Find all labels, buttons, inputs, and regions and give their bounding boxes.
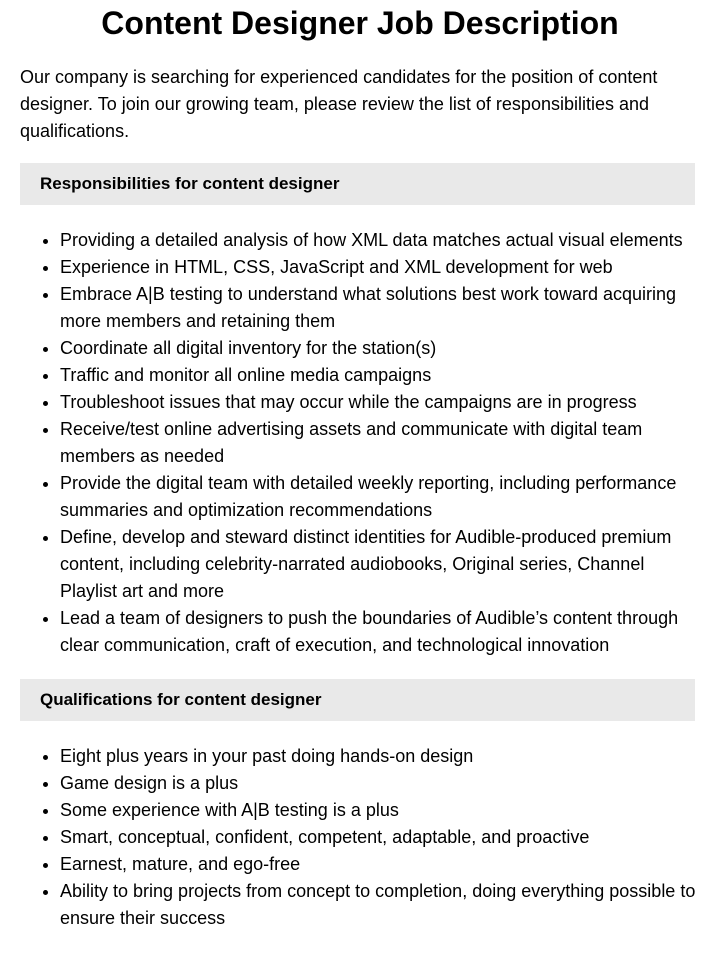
list-item: • Eight plus years in your past doing hands-on design [60, 743, 700, 770]
qualifications-heading: Qualifications for content designer [20, 679, 695, 721]
page-title: Content Designer Job Description [101, 5, 619, 41]
intro-text: Our company is searching for experienced candidates for the position of content designer. To join our growing team, please review the list of responsibilities and qualifications. [20, 67, 658, 141]
list-item: • Game design is a plus [60, 770, 700, 797]
list-item: • Some experience with A|B testing is a plus [60, 797, 700, 824]
list-item: • Provide the digital team with detailed weekly reporting, including performance summaries and optimization recommendations [60, 470, 700, 524]
responsibilities-list [20, 227, 700, 659]
list-item: • Troubleshoot issues that may occur while the campaigns are in progress [60, 389, 700, 416]
list-item: • Providing a detailed analysis of how XML data matches actual visual elements [60, 227, 700, 254]
list-item: • Define, develop and steward distinct identities for Audible-produced premium content, including celebrity-narrated audiobooks, Original series, Channel Playlist art and more [60, 524, 700, 605]
list-item: • Receive/test online advertising assets and communicate with digital team members as needed [60, 416, 700, 470]
list-item: • Ability to bring projects from concept to completion, doing everything possible to ensure their success [60, 878, 700, 932]
list-item: • Experience in HTML, CSS, JavaScript and XML development for web [60, 254, 700, 281]
qualifications-list [20, 743, 700, 932]
responsibilities-heading: Responsibilities for content designer [20, 163, 695, 205]
list-item: • Embrace A|B testing to understand what solutions best work toward acquiring more members and retaining them [60, 281, 700, 335]
list-item: • Coordinate all digital inventory for the station(s) [60, 335, 700, 362]
list-item: • Earnest, mature, and ego-free [60, 851, 700, 878]
list-item: • Traffic and monitor all online media campaigns [60, 362, 700, 389]
list-item: • Lead a team of designers to push the boundaries of Audible’s content through clear communication, craft of execution, and technological innovation [60, 605, 700, 659]
list-item: • Smart, conceptual, confident, competent, adaptable, and proactive [60, 824, 700, 851]
